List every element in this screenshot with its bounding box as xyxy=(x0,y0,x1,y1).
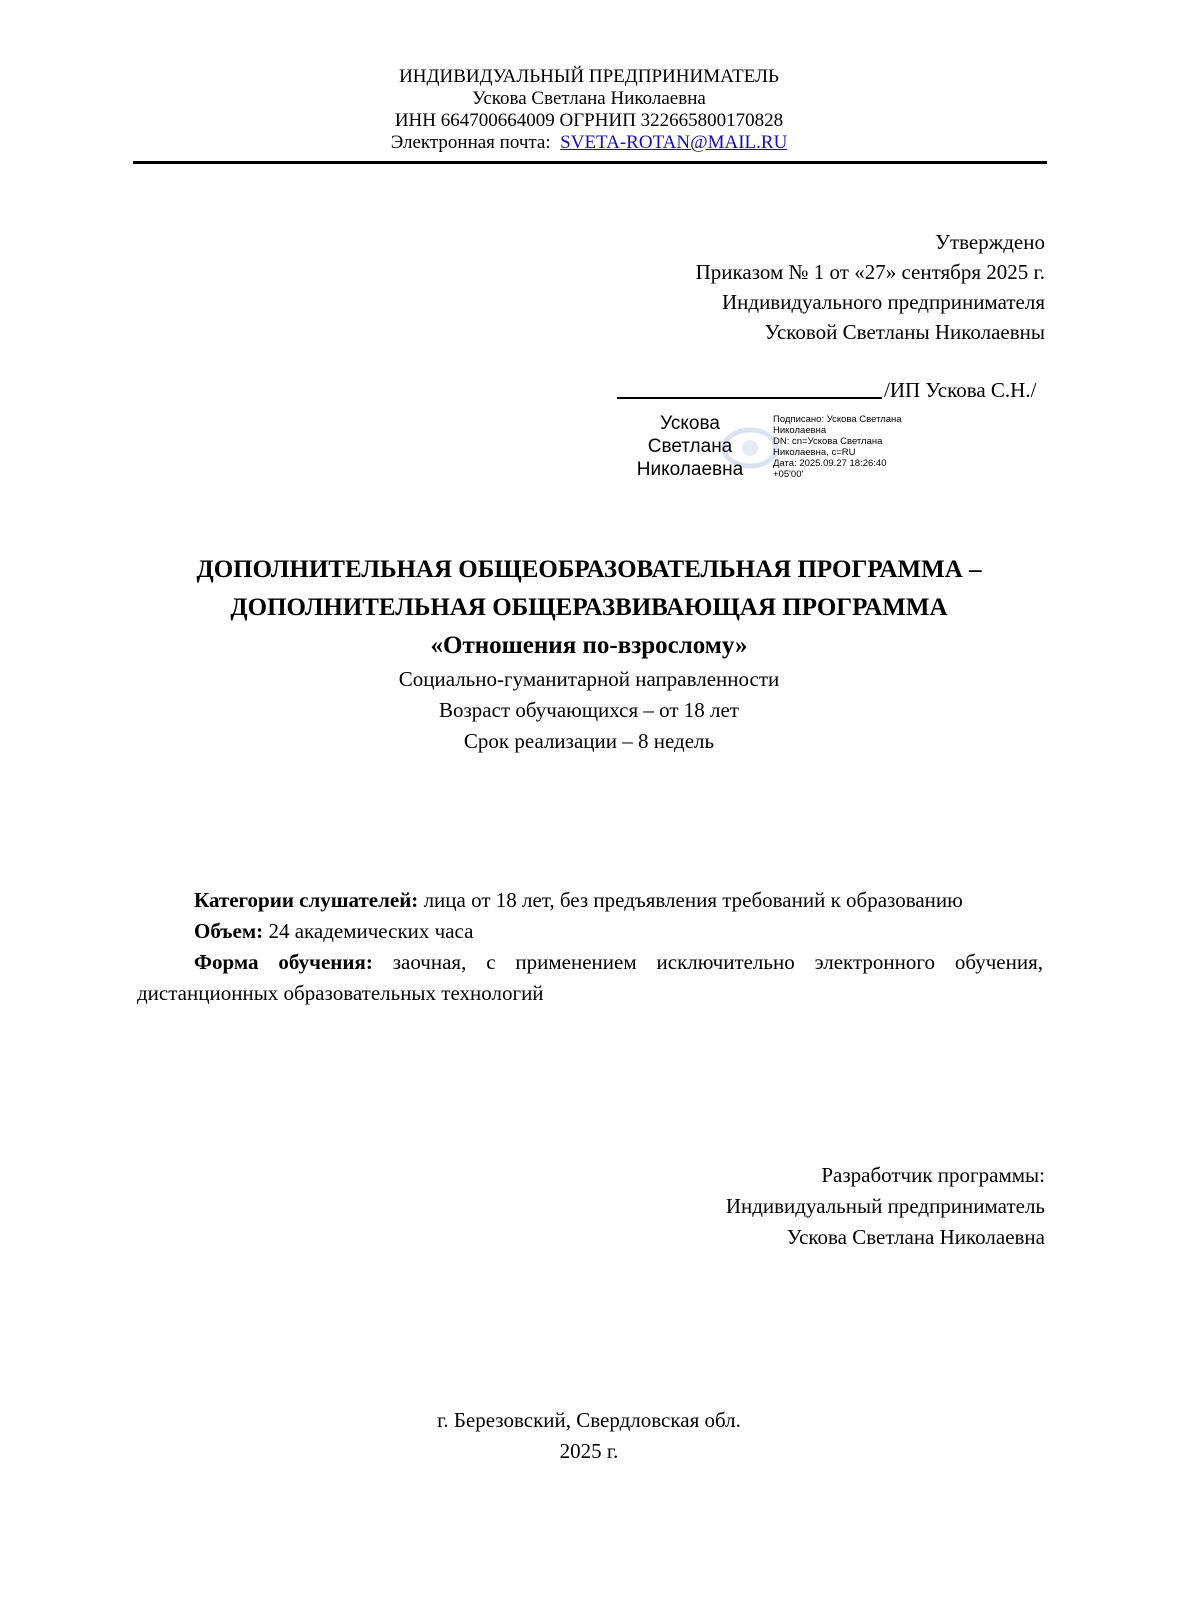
developer-role: Индивидуальный предприниматель xyxy=(725,1194,1045,1218)
footer-block xyxy=(0,1405,1178,1467)
header-block xyxy=(0,66,1178,154)
digital-signature-name xyxy=(620,412,760,481)
sig-name-line-2: Светлана xyxy=(647,436,733,457)
email-label: Электронная почта: xyxy=(390,132,551,153)
footer-place: г. Березовский, Свердловская обл. xyxy=(437,1408,741,1432)
title-line-1: ДОПОЛНИТЕЛЬНАЯ ОБЩЕОБРАЗОВАТЕЛЬНАЯ ПРОГРАММА – xyxy=(196,556,982,583)
footer-year: 2025 г. xyxy=(559,1439,619,1463)
sig-detail-4: Николаевна, c=RU xyxy=(773,447,856,458)
sig-detail-5: Дата: 2025.09.27 18:26:40 xyxy=(773,458,887,469)
title-line-2: ДОПОЛНИТЕЛЬНАЯ ОБЩЕРАЗВИВАЮЩАЯ ПРОГРАММА xyxy=(230,594,948,621)
header-inn: ИНН 664700664009 ОГРНИП 322665800170828 xyxy=(394,110,784,131)
form-value: заочная, с применением исключительно электронного обучения, дистанционных образовательных технологий xyxy=(137,950,1043,1005)
sig-name-line-3: Николаевна xyxy=(636,459,744,480)
signature-role: /ИП Ускова С.Н./ xyxy=(884,378,1037,402)
header-divider xyxy=(133,161,1047,164)
approval-line-4: Усковой Светланы Николаевны xyxy=(764,320,1045,344)
developer-name: Ускова Светлана Николаевна xyxy=(786,1225,1045,1249)
header-email-line xyxy=(0,132,1178,154)
form-paragraph xyxy=(137,947,1043,1009)
sig-detail-3: DN: cn=Ускова Светлана xyxy=(773,436,883,447)
volume-label: Объем: xyxy=(194,919,264,943)
developer-label: Разработчик программы: xyxy=(821,1163,1045,1187)
sig-detail-6: +05'00' xyxy=(773,469,804,480)
developer-block xyxy=(445,1160,1045,1253)
category-label: Категории слушателей: xyxy=(194,888,419,912)
category-value: лица от 18 лет, без предъявления требований к образованию xyxy=(423,888,963,912)
sig-detail-1: Подписано: Ускова Светлана xyxy=(773,414,902,425)
signature-line xyxy=(617,397,882,399)
document-title xyxy=(0,551,1178,665)
volume-paragraph xyxy=(137,916,1043,947)
program-name: «Отношения по-взрослому» xyxy=(430,632,748,659)
form-label: Форма обучения: xyxy=(194,950,373,974)
approval-line-3: Индивидуального предпринимателя xyxy=(721,290,1045,314)
email-link[interactable]: SVETA-ROTAN@MAIL.RU xyxy=(560,132,788,153)
digital-signature-details xyxy=(773,414,933,480)
volume-value: 24 академических часа xyxy=(268,919,474,943)
details-block xyxy=(137,885,1043,1009)
program-age: Возраст обучающихся – от 18 лет xyxy=(439,698,739,722)
approval-line-2: Приказом № 1 от «27» сентября 2025 г. xyxy=(695,260,1045,284)
header-name: Ускова Светлана Николаевна xyxy=(472,88,706,109)
approval-block xyxy=(445,227,1045,347)
sig-name-line-1: Ускова xyxy=(660,413,720,434)
program-direction: Социально-гуманитарной направленности xyxy=(398,667,780,691)
program-info xyxy=(0,664,1178,757)
approval-line-1: Утверждено xyxy=(935,230,1045,254)
program-term: Срок реализации – 8 недель xyxy=(463,729,715,753)
header-title: ИНДИВИДУАЛЬНЫЙ ПРЕДПРИНИМАТЕЛЬ xyxy=(399,66,779,87)
category-paragraph xyxy=(137,885,1043,916)
sig-detail-2: Николаевна xyxy=(773,425,827,436)
